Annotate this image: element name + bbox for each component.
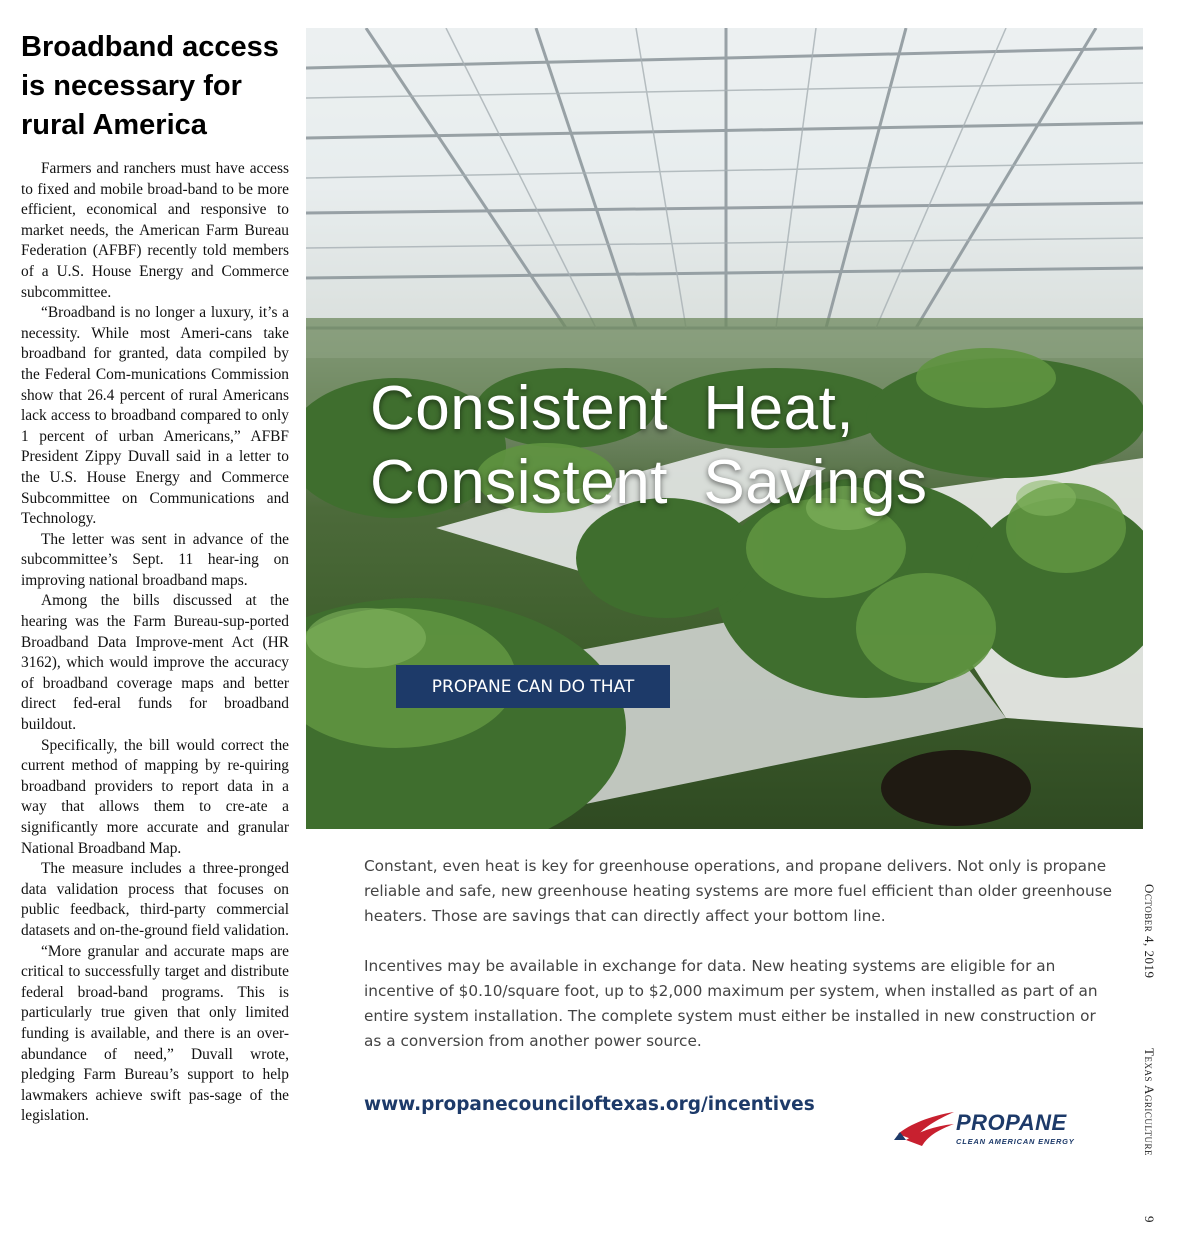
article-headline: Broadband access is necessary for rural America: [21, 31, 279, 141]
article-paragraph: “Broadband is no longer a luxury, it’s a necessity. While most Ameri-cans take broadband for granted, data compiled by the Federal Com-munications Commission show that 26.4 percent of rural Americans lack access to broadband compared to only 1 percent of urban Americans,” AFBF President Zippy Duvall said in a letter to the U.S. House Energy and Commerce Subcommittee on Communications and Technology.: [21, 304, 289, 528]
ad-copy: [364, 854, 1114, 1079]
publication-name: Texas Agriculture: [1142, 1048, 1157, 1157]
propane-cta-button[interactable]: PROPANE CAN DO THAT: [396, 665, 670, 708]
logo-tagline: CLEAN AMERICAN ENERGY: [956, 1137, 1075, 1146]
article-paragraph: The letter was sent in advance of the subcommittee’s Sept. 11 hear-ing on improving national broadband maps.: [21, 530, 289, 589]
issue-date: October 4, 2019: [1142, 884, 1157, 979]
greenhouse-photo: [306, 28, 1143, 829]
article: [21, 28, 289, 1127]
ad-headline: Consistent Heat, Consistent Savings: [370, 374, 928, 517]
flame-flag-icon: [892, 1106, 956, 1152]
ad-copy-paragraph: Constant, even heat is key for greenhouse operations, and propane delivers. Not only is propane reliable and safe, new greenhouse heating systems are more fuel efficient than older greenhouse heaters. Those are savings that can directly affect your bottom line.: [364, 857, 1113, 925]
propane-logo: [892, 1106, 1092, 1152]
page-number: 9: [1142, 1216, 1157, 1223]
article-body: [21, 159, 289, 1127]
logo-wordmark: PROPANE: [956, 1110, 1067, 1135]
article-paragraph: Specifically, the bill would correct the current method of mapping by re-quiring broadband providers to report data in a way that allows them to cre-ate a significantly more accurate and granular National Broadband Map.: [21, 736, 289, 857]
incentives-link[interactable]: www.propanecounciloftexas.org/incentives: [364, 1094, 815, 1115]
article-paragraph: “More granular and accurate maps are critical to successfully target and distribute federal broad-band programs. This is particularly true given that only limited funding is available, and there is an over-abundance of need,” Duvall wrote, pledging Farm Bureau’s support to help lawmakers achieve swift pas-sage of the legislation.: [21, 942, 289, 1125]
article-paragraph: The measure includes a three-pronged data validation process that focuses on public feedback, third-party commercial datasets and on-the-ground field validation.: [21, 860, 289, 939]
article-paragraph: Among the bills discussed at the hearing was the Farm Bureau-sup-ported Broadband Data Improve-ment Act (HR 3162), which would improve the accuracy of broadband coverage maps and better direct fed-eral funds for broadband buildout.: [21, 592, 289, 734]
ad-copy-paragraph: Incentives may be available in exchange for data. New heating systems are eligible for an incentive of $0.10/square foot, up to $2,000 maximum per system, when installed as part of an entire system installation. The complete system must either be installed in new construction or as a conversion from another power source.: [364, 957, 1098, 1050]
article-paragraph: Farmers and ranchers must have access to fixed and mobile broad-band to be more efficient, economical and responsive to market needs, the American Farm Bureau Federation (AFBF) recently told members of a U.S. House Energy and Commerce subcommittee.: [21, 160, 289, 301]
